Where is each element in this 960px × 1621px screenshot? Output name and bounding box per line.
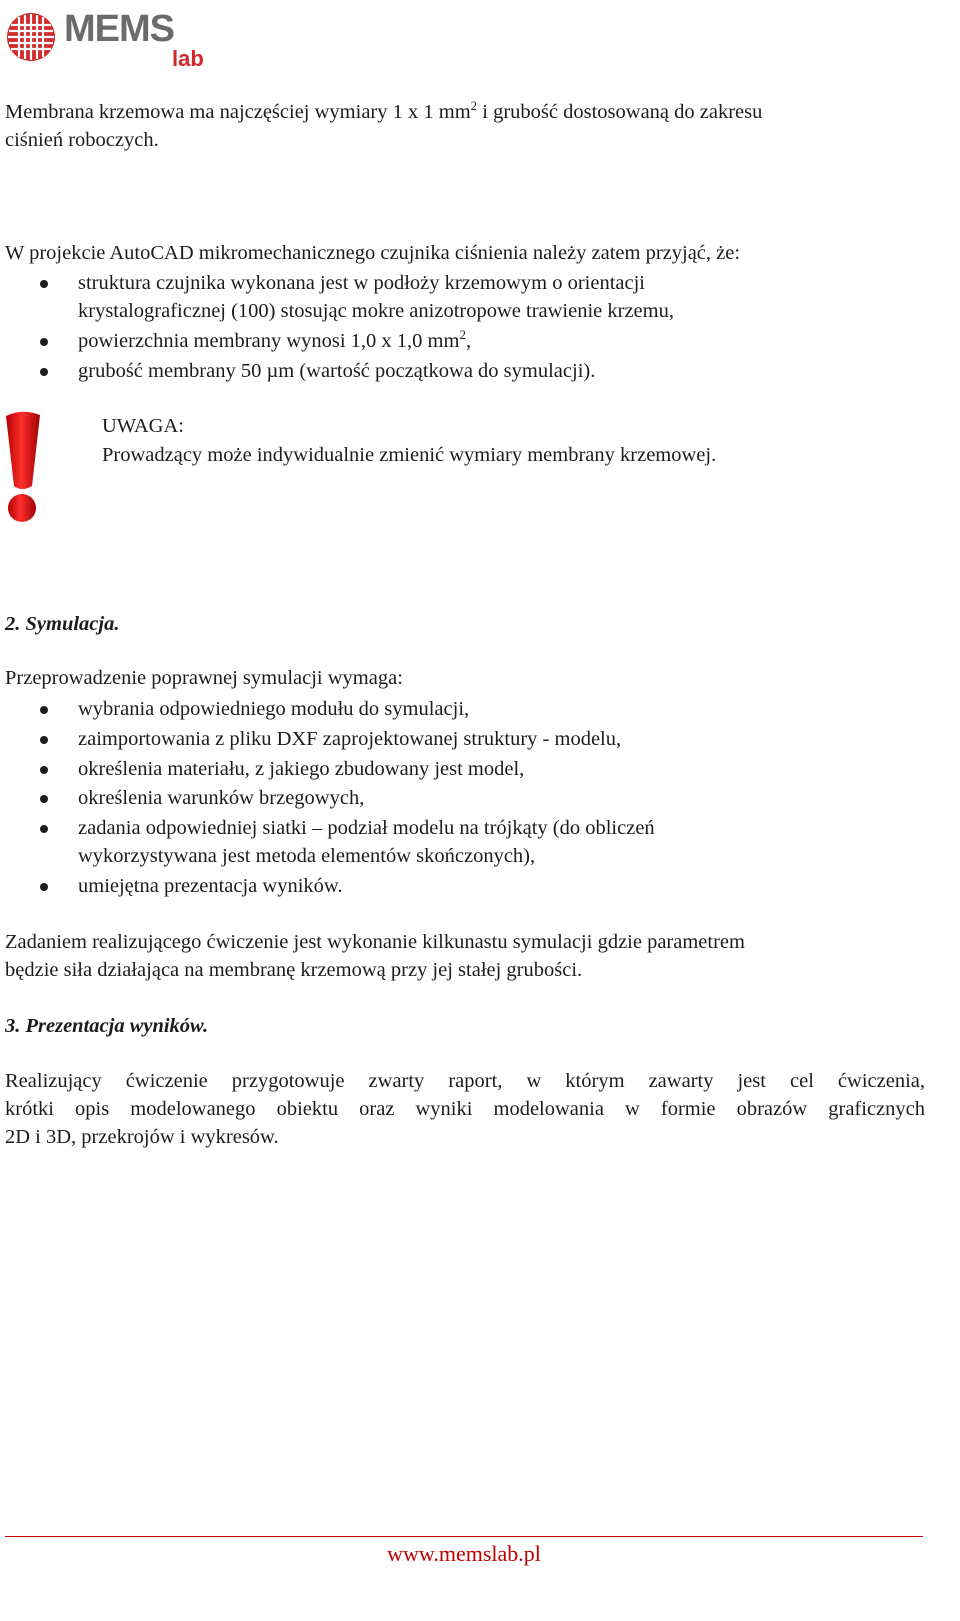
list-item: zadania odpowiedniej siatki – podział modelu na trójkąty (do obliczeń	[78, 817, 655, 839]
project-bullet-2-suffix: ,	[465, 330, 472, 352]
bullet-icon	[40, 368, 48, 376]
section-3-heading: 3. Prezentacja wyników.	[5, 1015, 209, 1037]
footer-url[interactable]: www.memslab.pl	[387, 1541, 541, 1566]
project-bullet-3: grubość membrany 50 µm (wartość początkowa do symulacji).	[78, 360, 596, 382]
grid-circle-icon	[6, 12, 56, 62]
bullet-icon	[40, 280, 48, 288]
list-item: wybrania odpowiedniego modułu do symulacji,	[78, 698, 470, 720]
bullet-icon	[40, 338, 48, 346]
section-2-heading: 2. Symulacja.	[5, 613, 120, 635]
bullet-icon	[40, 883, 48, 891]
project-bullet-2-text: powierzchnia membrany wynosi 1,0 x 1,0 mm	[78, 330, 460, 352]
list-item: zaimportowania z pliku DXF zaprojektowanej struktury - modelu,	[78, 728, 622, 750]
section-2-task-line1: Zadaniem realizującego ćwiczenie jest wykonanie kilkunastu symulacji gdzie parametrem	[5, 931, 745, 953]
list-item-continuation: wykorzystywana jest metoda elementów skończonych),	[78, 845, 536, 867]
bullet-icon	[40, 766, 48, 774]
section-3-line1: Realizujący ćwiczenie przygotowuje zwarty raport, w którym zawarty jest cel ćwiczenia,	[5, 1070, 925, 1092]
bullet-icon	[40, 706, 48, 714]
bullet-icon	[40, 736, 48, 744]
intro-text: Membrana krzemowa ma najczęściej wymiary 1 x 1 mm	[5, 101, 471, 123]
intro-sup: 2	[470, 98, 478, 113]
memslab-logo	[6, 8, 206, 71]
section-2-task-line2: będzie siła działająca na membranę krzemową przy jej stałej grubości.	[5, 959, 583, 981]
section-3-line2: krótki opis modelowanego obiektu oraz wyniki modelowania w formie obrazów graficznych	[5, 1098, 925, 1120]
project-bullet-2	[78, 327, 928, 355]
footer-divider	[5, 1536, 923, 1537]
intro-line2: ciśnień roboczych.	[5, 129, 159, 151]
logo-main-text: MEMS	[64, 8, 174, 50]
list-item: określenia materiału, z jakiego zbudowany jest model,	[78, 758, 525, 780]
note-text: Prowadzący może indywidualnie zmienić wymiary membrany krzemowej.	[102, 444, 717, 466]
section-3-line3: 2D i 3D, przekrojów i wykresów.	[5, 1126, 279, 1148]
intro-text-cont: i grubość dostosowaną do zakresu	[477, 101, 763, 123]
logo-sub-text: lab	[172, 46, 204, 71]
bullet-icon	[40, 825, 48, 833]
bullet-icon	[40, 795, 48, 803]
intro-paragraph	[5, 98, 925, 126]
list-item: określenia warunków brzegowych,	[78, 787, 365, 809]
note-title: UWAGA:	[102, 415, 184, 437]
list-item: umiejętna prezentacja wyników.	[78, 875, 343, 897]
project-bullet-1-line2: krystalograficznej (100) stosując mokre anizotropowe trawienie krzemu,	[78, 300, 674, 322]
project-bullet-2-sup: 2	[459, 327, 466, 342]
exclamation-icon	[2, 410, 46, 526]
project-bullet-1-line1: struktura czujnika wykonana jest w podłoży krzemowym o orientacji	[78, 272, 646, 294]
section-2-lead: Przeprowadzenie poprawnej symulacji wymaga:	[5, 667, 403, 689]
project-lead: W projekcie AutoCAD mikromechanicznego czujnika ciśnienia należy zatem przyjąć, że:	[5, 242, 741, 264]
